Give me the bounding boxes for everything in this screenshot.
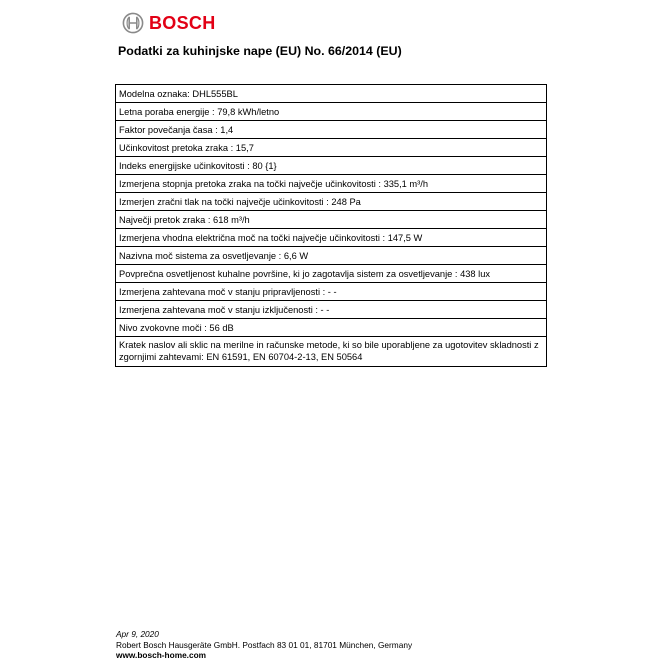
- table-cell: Letna poraba energije : 79,8 kWh/letno: [116, 103, 547, 121]
- table-cell: Indeks energijske učinkovitosti : 80 {1}: [116, 157, 547, 175]
- table-cell: Učinkovitost pretoka zraka : 15,7: [116, 139, 547, 157]
- table-row: [116, 121, 547, 139]
- table-cell: Izmerjena stopnja pretoka zraka na točki največje učinkovitosti : 335,1 m³/h: [116, 175, 547, 193]
- table-cell: Izmerjen zračni tlak na točki največje učinkovitosti : 248 Pa: [116, 193, 547, 211]
- table-cell: Nivo zvokovne moči : 56 dB: [116, 319, 547, 337]
- table-row: [116, 229, 547, 247]
- table-row: [116, 301, 547, 319]
- table-cell: Povprečna osvetljenost kuhalne površine, ki jo zagotavlja sistem za osvetljevanje : 438 lux: [116, 265, 547, 283]
- table-row: [116, 337, 547, 367]
- table-cell: Faktor povečanja časa : 1,4: [116, 121, 547, 139]
- brand-name: BOSCH: [149, 12, 216, 33]
- table-row: [116, 157, 547, 175]
- brand-logo: [122, 12, 216, 34]
- page-title: Podatki za kuhinjske nape (EU) No. 66/2014 (EU): [118, 44, 402, 58]
- table-row: [116, 247, 547, 265]
- footer-address: Robert Bosch Hausgeräte GmbH. Postfach 83 01 01, 81701 München, Germany: [116, 639, 413, 650]
- table-row: [116, 211, 547, 229]
- table-cell: Izmerjena zahtevana moč v stanju pripravljenosti : - -: [116, 283, 547, 301]
- table-row: [116, 175, 547, 193]
- table-row: [116, 319, 547, 337]
- footer-website-link[interactable]: www.bosch-home.com: [116, 650, 207, 660]
- product-data-table: [115, 84, 547, 367]
- table-row: [116, 85, 547, 103]
- table-cell: Izmerjena vhodna električna moč na točki največje učinkovitosti : 147,5 W: [116, 229, 547, 247]
- table-cell: Modelna oznaka: DHL555BL: [116, 85, 547, 103]
- table-cell: Največji pretok zraka : 618 m³/h: [116, 211, 547, 229]
- table-row: [116, 283, 547, 301]
- table-row: [116, 103, 547, 121]
- table-row: [116, 193, 547, 211]
- table-row: [116, 265, 547, 283]
- table-cell: Nazivna moč sistema za osvetljevanje : 6,6 W: [116, 247, 547, 265]
- bosch-armature-icon: [122, 12, 144, 34]
- footer-date: Apr 9, 2020: [116, 629, 159, 639]
- table-cell: Izmerjena zahtevana moč v stanju izključenosti : - -: [116, 301, 547, 319]
- table-cell: Kratek naslov ali sklic na merilne in računske metode, ki so bile uporabljene za ugotovitev skladnosti z zgornjimi zahtevami: EN 61591, EN 60704-2-13, EN 50564: [116, 337, 547, 367]
- page-footer: [116, 629, 412, 661]
- table-row: [116, 139, 547, 157]
